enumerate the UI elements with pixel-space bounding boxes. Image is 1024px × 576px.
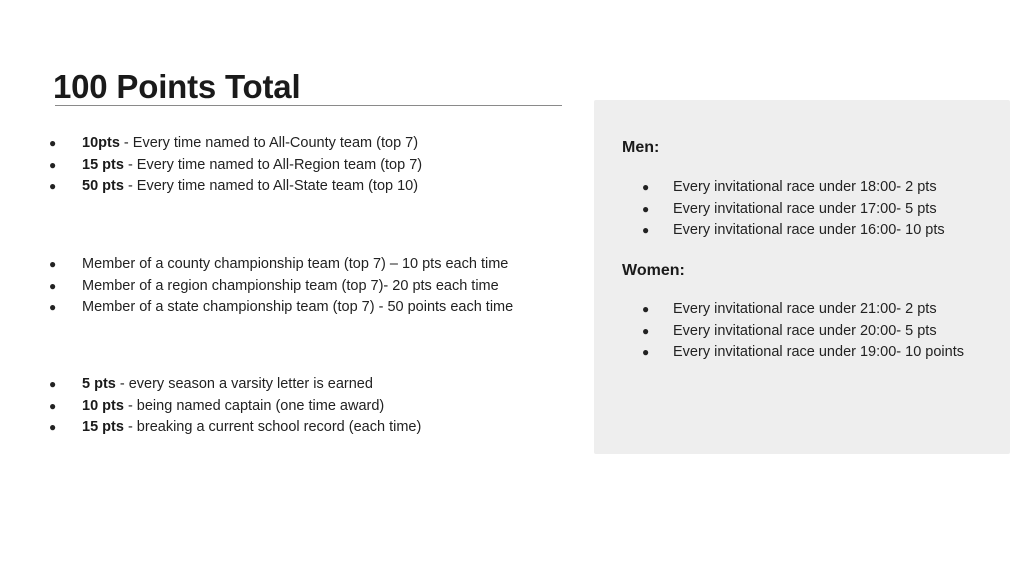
men-heading: Men: (622, 139, 660, 156)
individual-honors-list (49, 133, 423, 198)
bullet-icon: ● (49, 179, 57, 193)
points-label: 50 pts (82, 178, 124, 194)
title-underline (55, 105, 562, 106)
team-championship-list (49, 254, 514, 319)
list-item (642, 199, 945, 221)
men-times-list (642, 177, 945, 242)
list-item (642, 299, 964, 321)
bullet-icon: ● (49, 398, 57, 413)
bullet-icon: ● (49, 278, 57, 293)
item-text: Every invitational race under 16:00- 10 pts (673, 222, 945, 238)
list-item (642, 321, 964, 343)
points-label: 10 pts (82, 397, 124, 414)
bullet-icon: ● (49, 257, 57, 271)
list-item (642, 342, 964, 364)
item-text: - Every time named to All-County team (top 7) (119, 135, 419, 151)
bullet-icon: ● (642, 223, 650, 237)
bullet-icon: ● (49, 420, 57, 434)
item-text: Member of a state championship team (top 7) - 50 points each time (82, 299, 514, 315)
item-text: Every invitational race under 20:00- 5 pts (673, 322, 937, 339)
women-times-list (642, 299, 964, 364)
bullet-icon: ● (642, 302, 650, 316)
item-text: - Every time named to All-State team (top 10) (123, 178, 419, 194)
list-item (49, 254, 513, 276)
bullet-icon: ● (642, 323, 650, 338)
bullet-icon: ● (49, 157, 57, 172)
bullet-icon: ● (49, 377, 57, 391)
list-item (642, 177, 945, 199)
race-time-panel (594, 100, 1010, 454)
list-item (49, 133, 422, 155)
item-text: Every invitational race under 21:00- 2 pts (673, 301, 937, 317)
list-item (49, 276, 513, 298)
list-item (49, 155, 423, 177)
item-text: - Every time named to All-Region team (top 7) (123, 156, 423, 173)
list-item (49, 417, 422, 439)
slide-title: 100 Points Total (53, 68, 301, 105)
points-label: 15 pts (82, 419, 124, 435)
bullet-icon: ● (642, 180, 650, 194)
bullet-icon: ● (49, 300, 57, 314)
item-text: Member of a region championship team (top 7)- 20 pts each time (82, 277, 499, 294)
item-text: Every invitational race under 18:00- 2 pts (673, 179, 937, 195)
bullet-icon: ● (49, 136, 57, 150)
list-item (642, 220, 945, 242)
item-text: Every invitational race under 17:00- 5 pts (673, 200, 937, 217)
item-text: - breaking a current school record (each time) (123, 419, 422, 435)
bullet-icon: ● (642, 345, 650, 359)
other-awards-list (49, 374, 422, 439)
list-item (49, 374, 421, 396)
item-text: Member of a county championship team (top 7) – 10 pts each time (82, 256, 509, 272)
points-label: 15 pts (82, 156, 124, 173)
item-text: Every invitational race under 19:00- 10 points (673, 344, 964, 360)
list-item (49, 297, 514, 319)
bullet-icon: ● (642, 201, 650, 216)
points-label: 5 pts (82, 376, 116, 392)
list-item (49, 176, 422, 198)
item-text: - being named captain (one time award) (123, 397, 385, 414)
women-heading: Women: (622, 262, 685, 279)
points-label: 10pts (82, 135, 120, 151)
item-text: - every season a varsity letter is earned (115, 376, 373, 392)
list-item (49, 396, 421, 418)
